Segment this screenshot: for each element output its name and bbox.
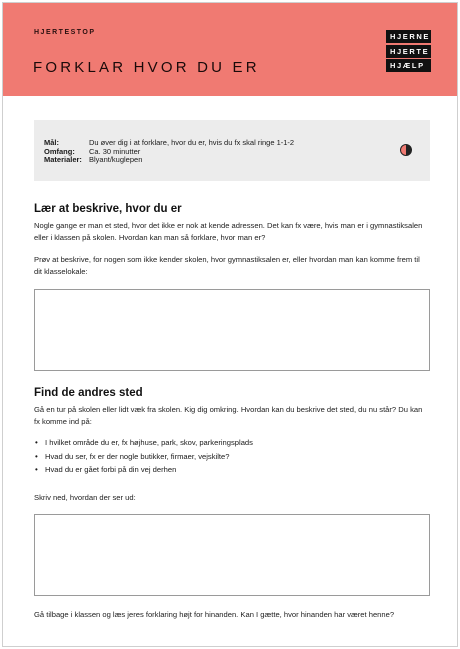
section2-heading: Find de andres sted: [34, 387, 143, 399]
duration-pie-icon: [400, 144, 412, 156]
answer-box-2[interactable]: [34, 514, 430, 596]
header-kicker: HJERTESTOP: [34, 29, 96, 36]
list-item: • I hvilket område du er, fx højhuse, park, skov, parkeringsplads: [34, 436, 426, 450]
info-label: Mål:: [44, 138, 59, 147]
info-value: Du øver dig i at forklare, hvor du er, hvis du fx skal ringe 1-1-2: [89, 138, 295, 147]
logo-line-3: HJÆLP: [386, 59, 431, 72]
info-label: Materialer:: [44, 155, 82, 164]
info-value: Ca. 30 minutter: [89, 147, 141, 156]
info-value: Blyant/kuglepen: [89, 155, 143, 164]
answer-box-1[interactable]: [34, 289, 430, 371]
info-box: [34, 120, 430, 181]
header-banner: [3, 3, 457, 96]
section1-heading: Lær at beskrive, hvor du er: [34, 203, 182, 215]
worksheet-page: [2, 2, 458, 647]
logo-line-1: HJERNE: [386, 30, 431, 43]
bullet-list: [34, 436, 426, 477]
section1-paragraph1: Nogle gange er man et sted, hvor det ikke er nok at kende adressen. Det kan fx være, hvis man er i gymnastiksalen eller i klassen på skolen. Hvordan kan man så forklare, hvor man er?: [34, 221, 423, 242]
page-title: FORKLAR HVOR DU ER: [33, 59, 260, 76]
section2-prompt: Skriv ned, hvordan der ser ud:: [34, 493, 136, 502]
section1-paragraph2: Prøv at beskrive, for nogen som ikke kender skolen, hvor gymnastiksalen er, eller hvordan man kan komme frem til dit klasselokale:: [34, 255, 420, 276]
list-item: • Hvad du ser, fx er der nogle butikker, firmaer, vejskilte?: [34, 450, 426, 464]
logo-line-2: HJERTE: [386, 45, 431, 58]
closing-text: Gå tilbage i klassen og læs jeres forklaring højt for hinanden. Kan I gætte, hvor hinanden har været henne?: [34, 610, 395, 619]
info-label: Omfang:: [44, 147, 75, 156]
section2-paragraph1: Gå en tur på skolen eller lidt væk fra skolen. Kig dig omkring. Hvordan kan du beskrive det sted, du nu står? Du kan fx komme ind på:: [34, 405, 423, 426]
brand-logo: [386, 30, 431, 74]
list-item: • Hvad du er gået forbi på din vej derhen: [34, 463, 426, 477]
